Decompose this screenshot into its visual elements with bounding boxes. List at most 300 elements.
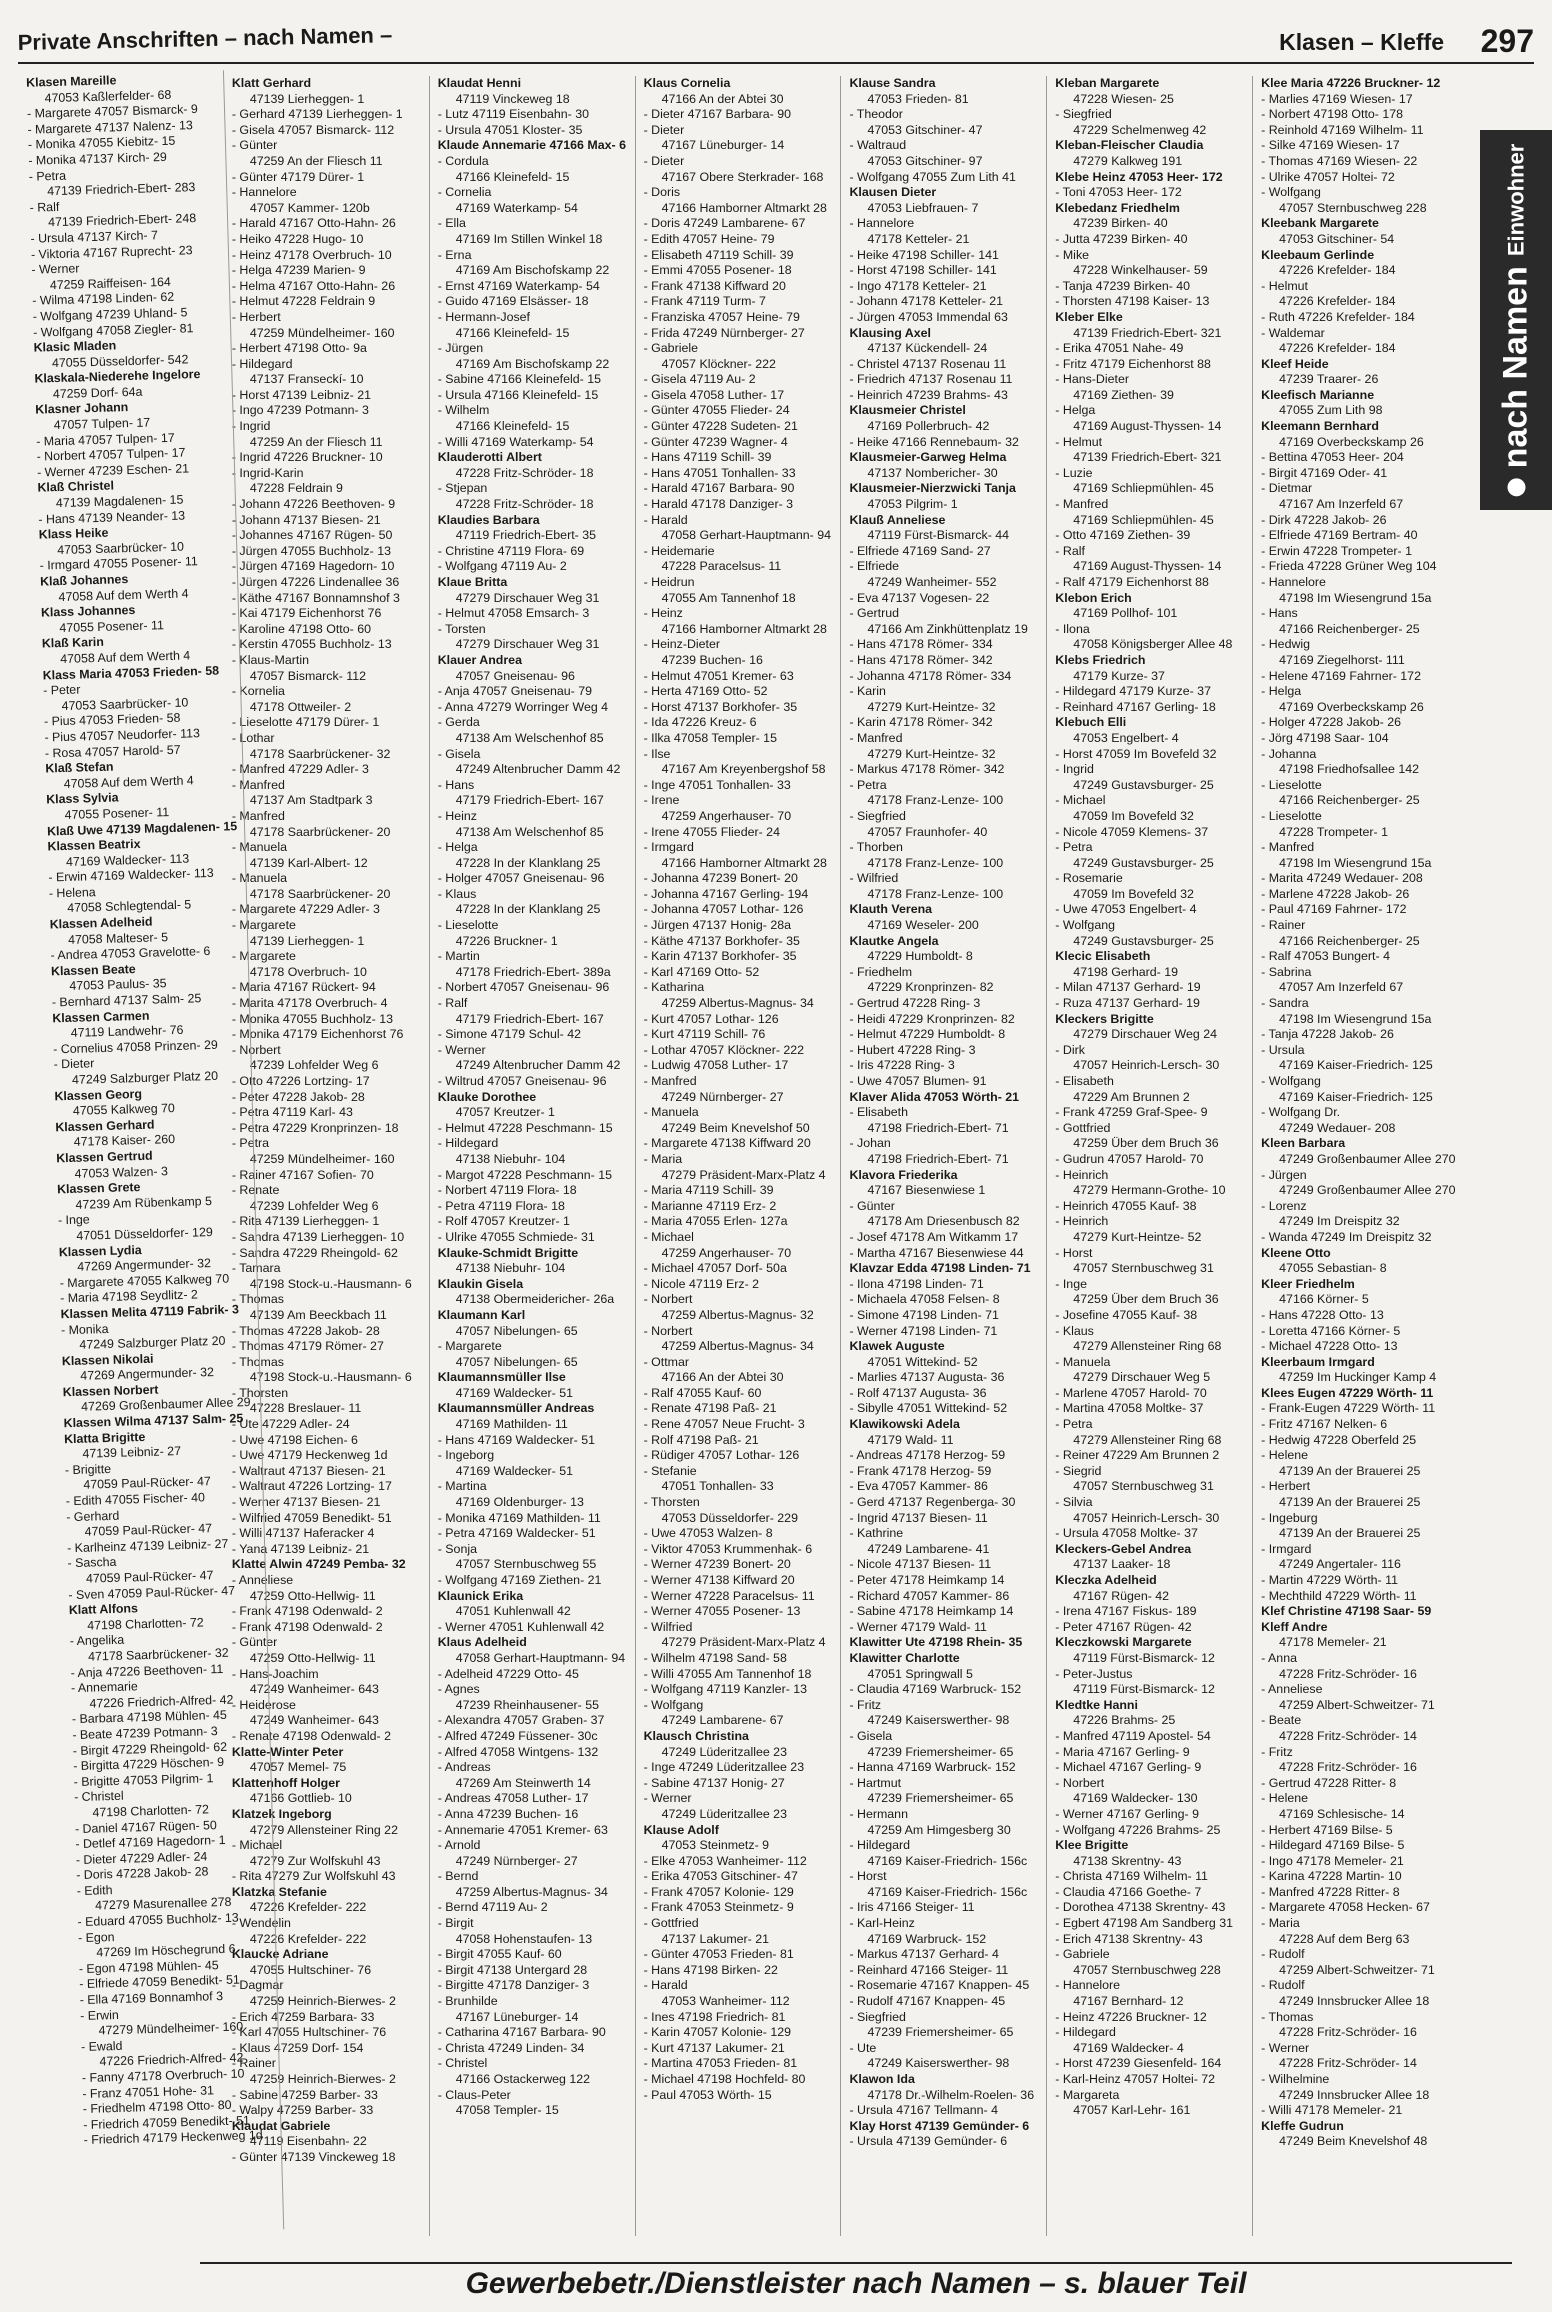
directory-entry: - Ursula 47166 Kleinefeld- 15: [437, 387, 599, 402]
directory-entry: 47269 Angermunder- 32: [77, 1256, 212, 1274]
directory-entry: 47259 Angerhauser- 70: [661, 1245, 792, 1260]
directory-entry: - Hans-Dieter: [1055, 372, 1129, 387]
directory-entry: - Rolf 47057 Kreutzer- 1: [437, 1214, 570, 1229]
directory-entry: - Ralf: [1055, 543, 1085, 558]
directory-entry: 47057 Kammer- 120b: [249, 200, 370, 215]
directory-entry: 47169 Schliepmühlen- 45: [1073, 481, 1214, 496]
directory-entry: 47169 Ziegelhorst- 111: [1279, 652, 1405, 667]
directory-entry: - Karin: [849, 684, 886, 699]
directory-entry: - Margarete: [437, 1339, 502, 1354]
directory-entry: - Katharina: [643, 980, 705, 995]
directory-entry: - Beate: [1261, 1713, 1302, 1728]
directory-entry: - Ewald: [80, 2038, 123, 2054]
directory-entry: 47166 Kleinefeld- 15: [455, 169, 570, 184]
directory-entry: - Maria 47055 Erlen- 127a: [643, 1214, 788, 1229]
surname-entry: Klass Sylvia: [46, 790, 119, 807]
surname-entry: Klawikowski Adela: [849, 1417, 960, 1432]
directory-entry: - Tanja 47228 Jakob- 26: [1261, 1027, 1394, 1042]
directory-entry: - Ilse: [643, 746, 671, 761]
directory-entry: - Milan 47137 Gerhard- 19: [1055, 980, 1201, 995]
directory-column: [636, 76, 842, 2236]
directory-entry: - Rainer 47167 Sofien- 70: [231, 1167, 374, 1182]
directory-entry: 47178 Saarbrückener- 20: [249, 824, 391, 839]
directory-entry: - Jürgen: [437, 341, 484, 356]
surname-entry: Klausmeier-Garweg Helma: [849, 450, 1007, 465]
directory-columns: [18, 73, 1458, 2236]
directory-entry: - Margot 47228 Peschmann- 15: [437, 1167, 612, 1182]
directory-entry: - Bernd: [437, 1869, 479, 1884]
directory-entry: - Hartmut: [849, 1775, 902, 1790]
directory-entry: - Erich 47259 Barbara- 33: [231, 2009, 375, 2024]
directory-entry: - Hans: [437, 777, 475, 792]
directory-entry: 47058 Gerhart-Hauptmann- 94: [661, 528, 832, 543]
directory-entry: - Käthe 47137 Borkhofer- 35: [643, 933, 800, 948]
surname-entry: Klautke Angela: [849, 933, 939, 948]
directory-entry: 47051 Düsseldorfer- 129: [76, 1224, 213, 1243]
directory-entry: 47167 Obere Sterkrader- 168: [661, 169, 824, 184]
surname-entry: Kleckers Brigitte: [1055, 1011, 1154, 1026]
directory-entry: 47166 Reichenberger- 25: [1279, 621, 1420, 636]
directory-entry: - Johann 47137 Biesen- 21: [231, 512, 381, 527]
directory-entry: - Käthe 47167 Bonnamnshof 3: [231, 590, 400, 605]
surname-entry: Klass Johannes: [40, 603, 136, 620]
directory-entry: - Hans-Joachim: [231, 1666, 319, 1681]
directory-entry: 47259 An der Fliesch 11: [249, 153, 383, 168]
directory-entry: 47169 Im Stillen Winkel 18: [455, 231, 603, 246]
surname-entry: Kleban Margarete: [1055, 76, 1160, 90]
directory-entry: - Karin 47137 Borkhofer- 35: [643, 949, 797, 964]
directory-entry: - Günter: [231, 138, 278, 153]
directory-entry: - Karlheinz 47139 Leibniz- 27: [66, 1536, 229, 1556]
directory-entry: - Manfred: [849, 730, 903, 745]
directory-entry: 47228 Breslauer- 11: [249, 1401, 362, 1416]
directory-entry: 47226 Krefelder- 222: [249, 1900, 367, 1915]
directory-entry: - Manfred: [643, 1074, 697, 1088]
directory-entry: - Johanna 47178 Römer- 334: [849, 668, 1012, 683]
directory-entry: 47228 Fritz-Schröder- 16: [1279, 2025, 1417, 2040]
directory-entry: - Tanja 47239 Birken- 40: [1055, 278, 1191, 293]
directory-entry: 47239 Lohfelder Weg 6: [249, 1198, 379, 1213]
directory-entry: - Brunhilde: [437, 1994, 498, 2009]
directory-entry: - Cornelius 47058 Prinzen- 29: [52, 1037, 218, 1057]
directory-entry: - Werner: [31, 261, 80, 277]
directory-entry: - Fritz 47179 Eichenhorst 88: [1055, 356, 1211, 371]
directory-entry: 47249 Gustavsburger- 25: [1073, 777, 1214, 792]
directory-entry: - Frank 47057 Kolonie- 129: [643, 1884, 794, 1899]
directory-entry: 47138 Am Welschenhof 85: [455, 730, 604, 745]
directory-entry: - Manuela: [1055, 1354, 1111, 1369]
directory-entry: - Ulrike 47055 Schmiede- 31: [437, 1229, 595, 1244]
directory-entry: 47138 Niebuhr- 104: [455, 1151, 566, 1166]
directory-entry: 47228 In der Klanklang 25: [455, 902, 601, 917]
directory-entry: - Reinhold 47169 Wilhelm- 11: [1261, 122, 1424, 137]
directory-entry: - Ingrid-Karin: [231, 465, 304, 480]
directory-entry: - Hedwig 47228 Oberfeld 25: [1261, 1432, 1417, 1447]
directory-entry: 47119 Fürst-Bismarck- 12: [1073, 1650, 1215, 1665]
directory-entry: - Sonja: [437, 1541, 477, 1556]
directory-entry: - Christa 47169 Wilhelm- 11: [1055, 1869, 1208, 1884]
directory-entry: - Pius 47057 Neudorfer- 113: [44, 726, 201, 745]
surname-entry: Klassen Melita 47119 Fabrik- 3: [60, 1302, 240, 1322]
directory-entry: - Uwe 47057 Blumen- 91: [849, 1074, 987, 1088]
directory-entry: - Hans 47198 Birken- 22: [643, 1962, 778, 1977]
directory-entry: - Ute: [849, 2040, 877, 2055]
directory-entry: - Heinrich: [1055, 1167, 1109, 1182]
directory-entry: 47058 Schlegtendal- 5: [67, 897, 192, 916]
directory-entry: - Norbert: [231, 1042, 281, 1057]
directory-entry: 47228 Fritz-Schröder- 16: [1279, 1760, 1417, 1775]
directory-entry: - Margarete 47055 Kalkweg 70: [59, 1271, 230, 1291]
directory-entry: - Norbert 47119 Flora- 18: [437, 1183, 577, 1198]
directory-entry: 47259 Otto-Hellwig- 11: [249, 1588, 376, 1603]
directory-entry: 47051 Kuhlenwall 42: [455, 1604, 571, 1619]
directory-entry: - Annemarie 47051 Kremer- 63: [437, 1822, 608, 1837]
directory-entry: - Johanna: [1261, 746, 1317, 761]
directory-entry: 47139 An der Brauerei 25: [1279, 1495, 1421, 1510]
directory-entry: 47228 Fritz-Schröder- 18: [455, 497, 594, 512]
directory-entry: - Dieter 47229 Adler- 24: [75, 1849, 208, 1867]
surname-entry: Klaß Christel: [37, 478, 115, 496]
directory-entry: 47229 Schelmenweg 42: [1073, 122, 1207, 137]
directory-entry: 47226 Friedrich-Alfred- 42: [89, 1692, 234, 1711]
directory-entry: - Renate 47198 Paß- 21: [643, 1401, 777, 1416]
surname-entry: Klause Sandra: [849, 76, 936, 90]
directory-entry: - Günter 47239 Wagner- 4: [643, 434, 788, 449]
directory-entry: 47169 Kaiser-Friedrich- 156c: [867, 1853, 1028, 1868]
directory-entry: - Peter 47228 Jakob- 28: [231, 1089, 365, 1104]
directory-entry: - Horst 47198 Schiller- 141: [849, 263, 997, 278]
directory-entry: - Egbert 47198 Am Sandberg 31: [1055, 1916, 1234, 1931]
directory-entry: - Günter 47053 Frieden- 81: [643, 1947, 794, 1962]
directory-entry: - Willi 47169 Waterkamp- 54: [437, 434, 594, 449]
directory-entry: 47057 Heinrich-Lersch- 30: [1073, 1510, 1220, 1525]
directory-entry: 47249 Wanheimer- 552: [867, 575, 997, 589]
directory-entry: - Holger 47057 Gneisenau- 96: [437, 871, 605, 886]
directory-entry: - Frieda 47228 Grüner Weg 104: [1261, 559, 1437, 574]
directory-entry: 47279 Kurt-Heintze- 52: [1073, 1229, 1202, 1244]
directory-entry: - Birgit 47229 Rheingold- 62: [72, 1739, 228, 1758]
directory-entry: 47166 Ostackerweg 122: [455, 2072, 591, 2086]
directory-entry: - Bernd 47119 Au- 2: [437, 1900, 548, 1915]
directory-entry: - Barbara 47198 Mühlen- 45: [71, 1708, 228, 1727]
directory-entry: - Beate 47239 Potmann- 3: [72, 1724, 218, 1743]
directory-entry: 47139 Magdalenen- 15: [55, 492, 184, 511]
directory-entry: 47259 Heinrich-Bierwes- 2: [249, 1994, 396, 2009]
directory-entry: - Sascha: [67, 1555, 117, 1571]
directory-entry: - Ursula 47139 Gemünder- 6: [849, 2134, 1008, 2149]
directory-entry: - Heinz 47226 Bruckner- 12: [1055, 2009, 1207, 2024]
directory-entry: 47179 Wald- 11: [867, 1432, 954, 1447]
directory-entry: - Marlene 47228 Jakob- 26: [1261, 886, 1410, 901]
directory-entry: - Frida 47249 Nürnberger- 27: [643, 325, 805, 340]
directory-entry: - Werner 47198 Linden- 71: [849, 1323, 998, 1338]
directory-entry: - Anja 47057 Gneisenau- 79: [437, 684, 593, 699]
surname-entry: Kleebank Margarete: [1261, 216, 1379, 231]
directory-entry: 47119 Fürst-Bismarck- 12: [1073, 1682, 1215, 1697]
directory-entry: - Hans 47178 Römer- 342: [849, 652, 993, 667]
directory-entry: 47178 Friedrich-Ebert- 389a: [455, 964, 611, 979]
directory-entry: 47169 Waldecker- 51: [455, 1463, 574, 1478]
directory-entry: 47139 Friedrich-Ebert- 321: [1073, 450, 1222, 465]
directory-entry: - Nicole 47137 Biesen- 11: [849, 1557, 992, 1572]
surname-entry: Klees Eugen 47229 Wörth- 11: [1261, 1385, 1434, 1400]
directory-entry: - Helga: [1055, 403, 1096, 418]
directory-entry: - Marlies 47137 Augusta- 36: [849, 1370, 1005, 1385]
directory-entry: - Jürgen 47226 Lindenallee 36: [231, 575, 400, 589]
surname-entry: Klauderotti Albert: [437, 450, 542, 465]
surname-entry: Klawek Auguste: [849, 1339, 945, 1354]
directory-entry: 47053 Saarbrücker- 10: [61, 695, 189, 713]
directory-entry: - Elisabeth: [1055, 1074, 1114, 1088]
directory-entry: 47166 Kleinefeld- 15: [455, 325, 570, 340]
directory-entry: 47058 Auf dem Werth 4: [58, 586, 189, 604]
directory-entry: - Paul 47053 Wörth- 15: [643, 2087, 772, 2102]
directory-entry: 47169 Schliepmühlen- 45: [1073, 512, 1214, 527]
directory-entry: - Petra 47119 Flora- 18: [437, 1198, 565, 1213]
directory-entry: - Frank 47259 Graf-Spee- 9: [1055, 1105, 1208, 1120]
directory-entry: - Karin 47178 Römer- 342: [849, 715, 993, 730]
directory-entry: 47167 Lüneburger- 14: [455, 2009, 579, 2024]
directory-entry: - Otto 47169 Ziethen- 39: [1055, 528, 1191, 543]
directory-entry: 47239 Lohfelder Weg 6: [249, 1058, 379, 1073]
directory-entry: - Fritz: [1261, 1744, 1293, 1759]
directory-entry: - Josef 47178 Am Witkamm 17: [849, 1229, 1019, 1244]
directory-entry: - Viktoria 47167 Ruprecht- 23: [30, 242, 193, 262]
directory-entry: - Birgit 47169 Oder- 41: [1261, 465, 1388, 480]
directory-entry: - Waltraut 47226 Lortzing- 17: [231, 1479, 392, 1494]
surname-entry: Klassen Beate: [50, 961, 136, 979]
directory-entry: 47166 Am Zinkhüttenplatz 19: [867, 621, 1028, 636]
directory-entry: 47057 Memel- 75: [249, 1760, 347, 1775]
directory-entry: - Hannelore: [849, 216, 915, 231]
directory-entry: - Fanny 47178 Overbruch- 10: [81, 2066, 245, 2085]
directory-entry: 47249 Beim Knevelshof 48: [1279, 2134, 1428, 2149]
directory-entry: - Angelika: [69, 1633, 125, 1649]
directory-entry: - Manfred 47119 Apostel- 54: [1055, 1728, 1211, 1743]
directory-entry: 47228 Fritz-Schröder- 18: [455, 465, 594, 480]
directory-entry: 47198 Charlotten- 72: [92, 1802, 210, 1820]
directory-entry: - Siegrid: [1055, 1463, 1102, 1478]
directory-entry: - Gerd 47137 Regenberga- 30: [849, 1495, 1016, 1510]
directory-entry: - Gisela 47058 Luther- 17: [643, 387, 785, 402]
directory-entry: - Michael: [1055, 793, 1106, 808]
directory-entry: - Kornelia: [231, 684, 285, 699]
directory-entry: - Werner 47179 Wald- 11: [849, 1619, 987, 1634]
directory-entry: 47053 Kaßlerfelder- 68: [44, 87, 172, 105]
directory-entry: - Friedrich 47179 Heckenweg 1d: [83, 2128, 263, 2148]
directory-entry: - Birgitta 47229 Höschen- 9: [73, 1755, 225, 1774]
directory-entry: - Frank-Eugen 47229 Wörth- 11: [1261, 1401, 1436, 1416]
directory-entry: - Gerda: [437, 715, 480, 730]
directory-entry: - Irene 47055 Flieder- 24: [643, 824, 780, 839]
directory-entry: 47198 Stock-u.-Hausmann- 6: [249, 1276, 412, 1291]
directory-entry: - Ursula 47051 Kloster- 35: [437, 122, 583, 137]
directory-entry: 47055 Posener- 11: [59, 617, 165, 635]
directory-entry: 47169 Warbruck- 152: [867, 1931, 987, 1946]
directory-entry: - Michaela 47058 Felsen- 8: [849, 1292, 1000, 1307]
directory-entry: - Sabine 47259 Barber- 33: [231, 2087, 378, 2102]
directory-entry: - Helmut: [1261, 278, 1308, 293]
directory-entry: - Maria: [643, 1151, 683, 1166]
directory-entry: - Rita 47279 Zur Wolfskuhl 43: [231, 1869, 396, 1884]
directory-entry: - Gisela: [437, 746, 481, 761]
directory-entry: - Edith 47057 Heine- 79: [643, 231, 775, 246]
directory-entry: 47169 Waterkamp- 54: [455, 200, 578, 215]
surname-entry: Klavzar Edda 47198 Linden- 71: [849, 1261, 1031, 1276]
directory-entry: - Daniel 47167 Rügen- 50: [74, 1817, 218, 1836]
directory-column: [1253, 76, 1458, 2236]
directory-entry: - Ursula 47167 Tellmann- 4: [849, 2103, 998, 2118]
directory-entry: - Herbert: [1261, 1479, 1311, 1494]
directory-entry: - Michael: [231, 1838, 283, 1853]
directory-entry: 47119 Eisenbahn- 22: [249, 2134, 367, 2149]
directory-entry: - Simone 47198 Linden- 71: [849, 1307, 999, 1322]
directory-entry: - Birgit 47138 Untergard 28: [437, 1962, 588, 1977]
directory-entry: 47057 Nibelungen- 65: [455, 1354, 578, 1369]
directory-entry: - Martha 47167 Biesenwiese 44: [849, 1245, 1024, 1260]
section-tab-line2: nach Namen: [1496, 266, 1535, 469]
directory-entry: - Wilfried 47059 Benedikt- 51: [231, 1510, 392, 1525]
directory-entry: - Hans 47051 Tonhallen- 33: [643, 465, 796, 480]
directory-entry: - Karl-Heinz: [849, 1916, 915, 1931]
directory-entry: 47053 Gitschiner- 97: [867, 153, 983, 168]
directory-entry: - Inge 47051 Tonhallen- 33: [643, 777, 791, 792]
directory-entry: - Johann 47178 Ketteler- 21: [849, 294, 1004, 309]
directory-entry: - Silke 47169 Wiesen- 17: [1261, 138, 1400, 153]
directory-entry: - Jürgen 47055 Buchholz- 13: [231, 543, 391, 558]
directory-entry: 47249 Kaiserswerther- 98: [867, 2056, 1010, 2071]
directory-entry: 47279 Dirschauer Weg 24: [1073, 1027, 1218, 1042]
directory-entry: - Martina 47053 Frieden- 81: [643, 2056, 798, 2071]
directory-entry: - Cordula: [437, 153, 489, 168]
directory-entry: - Herta 47169 Otto- 52: [643, 684, 768, 699]
directory-entry: - Lothar 47057 Klöckner- 222: [643, 1042, 805, 1057]
directory-entry: - Iris 47228 Ring- 3: [849, 1058, 955, 1073]
directory-entry: 47249 Wanheimer- 643: [249, 1682, 379, 1697]
directory-entry: 47053 Gitschiner- 54: [1279, 231, 1395, 246]
directory-entry: - Elke 47053 Wanheimer- 112: [643, 1853, 807, 1868]
directory-entry: - Karl 47169 Otto- 52: [643, 964, 760, 979]
directory-entry: 47259 Albertus-Magnus- 34: [661, 1339, 814, 1354]
directory-entry: - Thomas 47228 Jakob- 28: [231, 1323, 380, 1338]
directory-entry: - Friedhelm: [849, 964, 913, 979]
directory-entry: - Fritz 47167 Nelken- 6: [1261, 1417, 1388, 1432]
directory-entry: 47053 Steinmetz- 9: [661, 1838, 770, 1853]
surname-entry: Klausen Dieter: [849, 185, 937, 200]
directory-entry: 47239 Friemersheimer- 65: [867, 1791, 1014, 1806]
directory-entry: - Rolf 47198 Paß- 21: [643, 1432, 759, 1447]
directory-entry: - Gisela 47057 Bismarck- 112: [231, 122, 395, 137]
directory-entry: - Ingo 47178 Memeler- 21: [1261, 1853, 1404, 1868]
directory-entry: 47279 Dirschauer Weg 31: [455, 590, 600, 605]
directory-entry: - Brigitte 47053 Pilgrim- 1: [73, 1770, 214, 1789]
directory-entry: 47279 Kalkweg 191: [1073, 153, 1183, 168]
directory-entry: 47055 Am Tannenhof 18: [661, 590, 796, 605]
directory-entry: - Hildegard: [1055, 2025, 1116, 2040]
directory-entry: - Lieselotte: [437, 918, 499, 933]
directory-entry: 47178 Ketteler- 21: [867, 231, 970, 246]
surname-entry: Klassen Carmen: [52, 1008, 150, 1026]
directory-entry: - Heinz: [437, 808, 477, 823]
directory-entry: 47249 Altenbrucher Damm 42: [455, 762, 621, 777]
directory-entry: 47279 Hermann-Grothe- 10: [1073, 1183, 1226, 1198]
directory-entry: - Heike 47198 Schiller- 141: [849, 247, 999, 262]
directory-entry: 47057 Klöckner- 222: [661, 356, 776, 371]
directory-entry: - Christine 47119 Flora- 69: [437, 543, 585, 558]
directory-entry: - Otto 47226 Lortzing- 17: [231, 1074, 370, 1088]
directory-entry: 47279 Mündelheimer- 160: [98, 2019, 244, 2038]
surname-entry: Klebedanz Friedhelm: [1055, 200, 1180, 215]
directory-entry: - Gabriele: [643, 341, 698, 356]
directory-entry: - Thomas: [1261, 2009, 1314, 2024]
directory-entry: 47198 Stock-u.-Hausmann- 6: [249, 1370, 412, 1385]
directory-entry: - Heidrun: [643, 575, 695, 589]
directory-entry: - Rüdiger 47057 Lothar- 126: [643, 1448, 800, 1463]
directory-entry: - Mechthild 47229 Wörth- 11: [1261, 1588, 1417, 1603]
directory-entry: - Frank 47178 Herzog- 59: [849, 1463, 992, 1478]
directory-entry: 47138 Skrentny- 43: [1073, 1853, 1182, 1868]
directory-entry: 47178 Saarbrückener- 32: [87, 1645, 229, 1664]
directory-entry: - Heike 47166 Rennebaum- 32: [849, 434, 1019, 449]
directory-entry: - Frank 47198 Odenwald- 2: [231, 1619, 383, 1634]
directory-entry: 47055 Sebastian- 8: [1279, 1261, 1387, 1276]
directory-entry: - Ingrid 47137 Biesen- 11: [849, 1510, 988, 1525]
directory-entry: - Mike: [1055, 247, 1090, 262]
directory-entry: - Anna: [1261, 1650, 1297, 1665]
surname-entry: Klebuch Elli: [1055, 715, 1127, 730]
directory-entry: - Martin 47229 Wörth- 11: [1261, 1573, 1398, 1587]
directory-entry: - Lieselotte: [1261, 808, 1322, 823]
directory-entry: - Uwe 47198 Eichen- 6: [231, 1432, 358, 1447]
directory-entry: 47169 Waldecker- 130: [1073, 1791, 1198, 1806]
directory-entry: - Lieselotte 47179 Dürer- 1: [231, 715, 380, 730]
directory-entry: - Dieter: [643, 153, 685, 168]
directory-entry: 47169 Ziethen- 39: [1073, 387, 1174, 402]
surname-entry: Kleerbaum Irmgard: [1261, 1354, 1375, 1369]
directory-entry: - Horst: [849, 1869, 887, 1884]
directory-entry: - Ralf 47179 Eichenhorst 88: [1055, 575, 1209, 589]
directory-entry: - Petra: [231, 1136, 270, 1151]
directory-entry: - Wolfgang 47055 Zum Lith 41: [849, 169, 1016, 184]
directory-entry: - Heinz-Dieter: [643, 637, 721, 652]
directory-entry: - Maria: [1261, 1916, 1300, 1931]
surname-entry: Klassen Norbert: [62, 1382, 159, 1400]
directory-entry: - Toni 47053 Heer- 172: [1055, 185, 1182, 200]
directory-entry: 47059 Im Bovefeld 32: [1073, 886, 1194, 901]
directory-entry: 47249 Großenbaumer Allee 270: [1279, 1183, 1456, 1198]
surname-entry: Kleff Andre: [1261, 1619, 1328, 1634]
directory-entry: 47198 Im Wiesengrund 15a: [1279, 590, 1432, 605]
directory-entry: 47249 Gustavsburger- 25: [1073, 855, 1214, 870]
directory-entry: - Inge 47249 Lüderitzallee 23: [643, 1760, 805, 1775]
directory-entry: - Elisabeth 47119 Schill- 39: [643, 247, 794, 262]
directory-entry: - Monika 47055 Kiebitz- 15: [27, 134, 176, 153]
directory-entry: - Peter: [42, 682, 81, 698]
directory-entry: - Anna 47239 Buchen- 16: [437, 1806, 579, 1821]
directory-entry: 47057 Fraunhofer- 40: [867, 824, 988, 839]
directory-entry: - Petra: [849, 777, 887, 792]
directory-entry: 47139 Lierheggen- 1: [249, 933, 365, 948]
directory-entry: - Wolfgang: [1261, 1074, 1321, 1088]
directory-entry: - Klaus: [1055, 1323, 1094, 1338]
directory-entry: 47178 Franz-Lenze- 100: [867, 886, 1004, 901]
directory-entry: - Heidemarie: [643, 543, 715, 558]
directory-entry: 47249 Beim Knevelshof 50: [661, 1120, 810, 1135]
directory-entry: 47138 Obermeidericher- 26a: [455, 1292, 615, 1307]
directory-entry: 47137 Nombericher- 30: [867, 465, 998, 480]
directory-entry: - Ines 47198 Friedrich- 81: [643, 2009, 786, 2024]
directory-entry: - Dieter 47167 Barbara- 90: [643, 107, 791, 122]
